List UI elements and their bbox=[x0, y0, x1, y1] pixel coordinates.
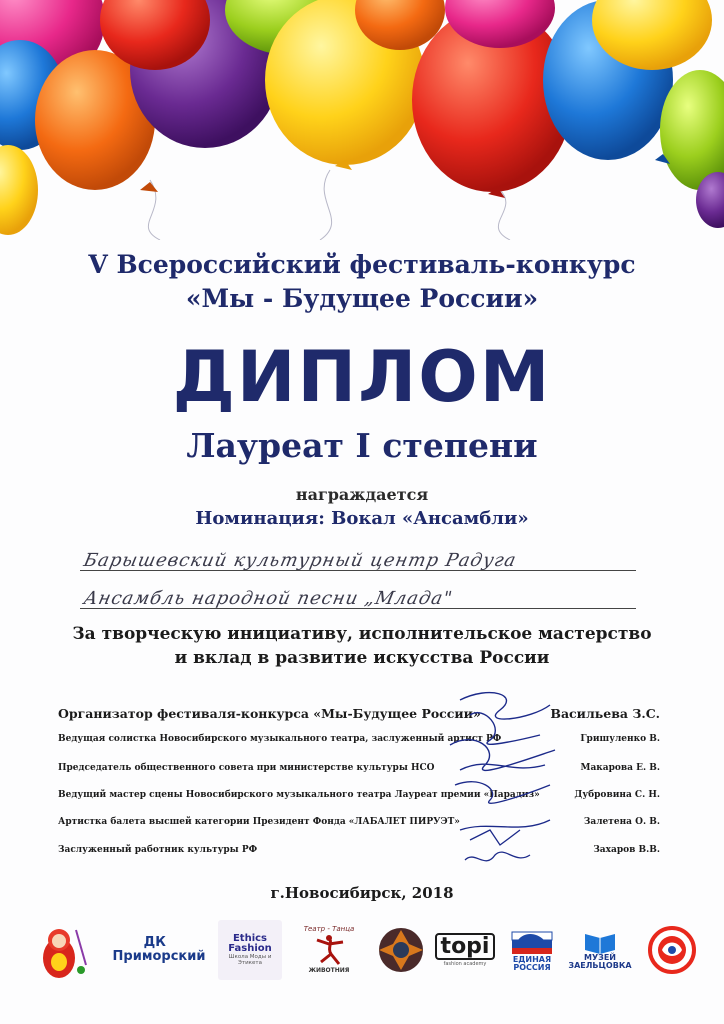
recipient-underline-2 bbox=[80, 608, 636, 609]
balloon-string bbox=[320, 170, 332, 240]
dk-prefix: ДК bbox=[143, 935, 166, 951]
signatory-name: Залетена О. В. bbox=[583, 817, 660, 827]
ethics-label: Ethics bbox=[232, 932, 268, 944]
topi-label: topi bbox=[435, 933, 496, 960]
recipient-line-2: Ансамбль народной песни „Млада" bbox=[81, 588, 455, 609]
signatory-name: Макарова Е. В. bbox=[580, 763, 660, 773]
nomination: Номинация: Вокал «Ансамбли» bbox=[195, 508, 529, 529]
theatre-dance-logo bbox=[294, 920, 364, 980]
diploma-title: ДИПЛОМ bbox=[172, 336, 552, 418]
matryoshka-logo bbox=[26, 920, 96, 980]
signatory-role: Ведущая солистка Новосибирского музыкального театра, заслуженный артист РФ bbox=[58, 734, 502, 744]
signatory-role: Артистка балета высшей категории Президент Фонда «ЛАБАЛЕТ ПИРУЭТ» bbox=[58, 817, 460, 827]
balloon-yellow bbox=[0, 145, 38, 235]
signatory-role: Председатель общественного совета при министерстве культуры НСО bbox=[58, 763, 435, 773]
awarded-label: награждается bbox=[295, 485, 429, 504]
laureate-rank: Лауреат I степени bbox=[186, 426, 538, 465]
book-icon bbox=[583, 930, 617, 954]
signatory-role: Ведущий мастер сцены Новосибирского музыкального театра Лауреат премии «Парадиз» bbox=[58, 790, 540, 800]
festival-edition: V Всероссийский фестиваль-конкурс bbox=[88, 250, 636, 279]
award-text-line-2: и вклад в развитие искусства России bbox=[174, 648, 550, 668]
united-russia-logo bbox=[504, 920, 560, 980]
topi-sub: fashion academy bbox=[443, 960, 487, 967]
signatory-name: Дубровина С. Н. bbox=[574, 790, 660, 800]
museum-label-2: ЗАЕЛЬЦОВКА bbox=[568, 961, 632, 970]
er-label-2: РОССИЯ bbox=[513, 963, 551, 972]
signatory-name: Захаров В.В. bbox=[593, 845, 660, 855]
balloons-decoration bbox=[0, 0, 724, 240]
theatre-sub: ЖИВОТНИЯ bbox=[308, 966, 350, 974]
signatory-role: Организатор фестиваля-конкурса «Мы-Будущее России» bbox=[58, 706, 481, 721]
dancer-icon bbox=[309, 934, 349, 968]
bear-flag-icon bbox=[510, 928, 554, 956]
signatory-name: Гришуленко В. bbox=[580, 734, 660, 744]
city-year: г.Новосибирск, 2018 bbox=[270, 884, 454, 902]
emblem-logo bbox=[368, 920, 434, 980]
topi-logo bbox=[436, 920, 494, 980]
ethics-fashion-logo bbox=[218, 920, 282, 980]
signatures-drawing bbox=[430, 680, 580, 880]
festival-name: «Мы - Будущее России» bbox=[185, 284, 539, 313]
sponsor-logos bbox=[18, 900, 708, 998]
circle-emblem-logo bbox=[640, 920, 704, 980]
ethics-sub: Школа Моды и Этикета bbox=[228, 953, 272, 966]
fashion-label: Fashion bbox=[228, 943, 272, 955]
recipient-line-1: Барышевский культурный центр Радуга bbox=[81, 550, 519, 571]
er-label-1: ЕДИНАЯ bbox=[512, 954, 552, 964]
recipient-underline-1 bbox=[80, 570, 636, 571]
theatre-label: Театр - Танца bbox=[303, 925, 355, 934]
signatory-role: Заслуженный работник культуры РФ bbox=[58, 845, 258, 855]
museum-logo bbox=[568, 920, 632, 980]
dk-primorsky-logo bbox=[104, 920, 214, 980]
award-text-line-1: За творческую инициативу, исполнительское мастерство bbox=[72, 624, 652, 644]
museum-label-1: МУЗЕЙ bbox=[584, 952, 616, 962]
signatory-name: Васильева З.С. bbox=[550, 706, 660, 721]
dk-name: Приморский bbox=[112, 949, 206, 964]
